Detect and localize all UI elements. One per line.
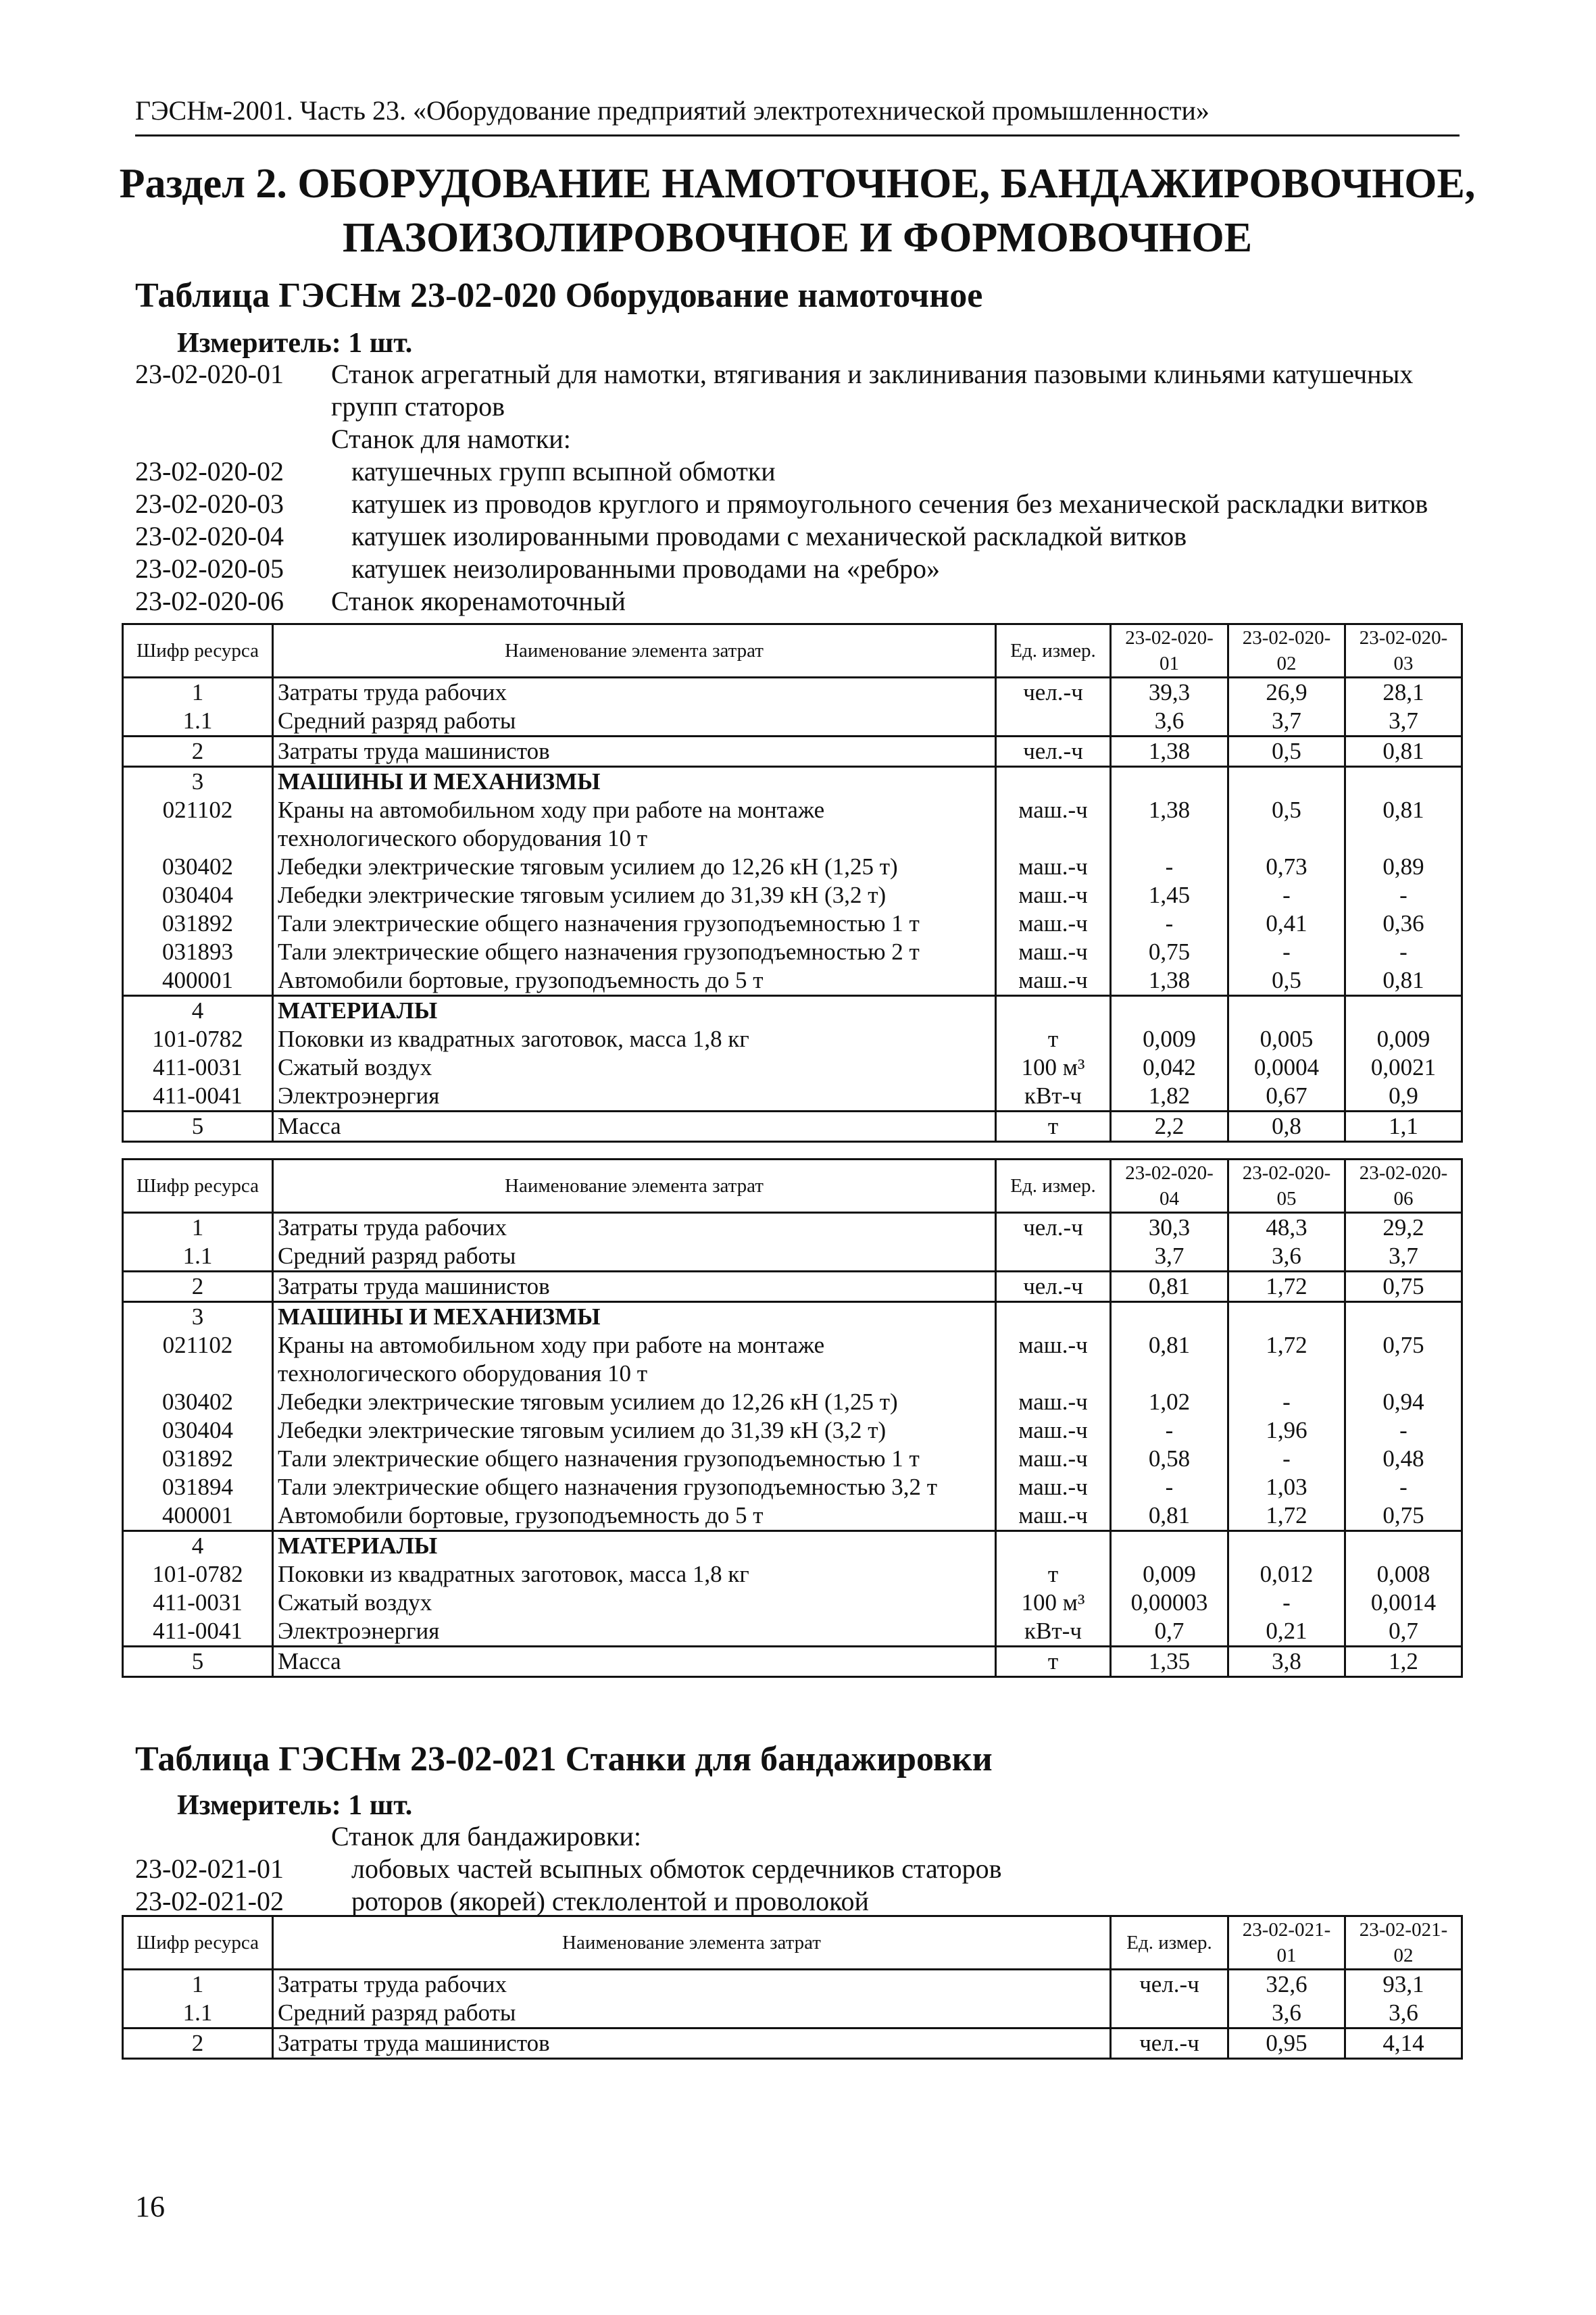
value-cell: 2,2 [1111, 1112, 1228, 1142]
value-cell [1345, 1531, 1462, 1561]
value-cell: 0,94 [1345, 1388, 1462, 1416]
table-row [123, 678, 1462, 707]
list-item [135, 358, 1487, 423]
value-cell: 0,73 [1228, 853, 1345, 881]
cost-element-name-cell: Поковки из квадратных заготовок, масса 1,8 кг [273, 1025, 996, 1053]
cost-element-name-cell: Электроэнергия [273, 1082, 996, 1112]
item-code: 23-02-020-02 [135, 456, 284, 487]
cost-element-name-cell: Тали электрические общего назначения грузоподъемностью 3,2 т [273, 1473, 996, 1501]
unit-cell [996, 1302, 1111, 1332]
unit-cell: 100 м³ [996, 1589, 1111, 1617]
value-cell: 1,72 [1228, 1272, 1345, 1302]
value-cell [1111, 767, 1228, 797]
unit-cell: маш.-ч [996, 1501, 1111, 1531]
table2-measure: Измеритель: 1 шт. [177, 1790, 413, 1821]
table-header-row [123, 1160, 1462, 1213]
list-item [135, 423, 1487, 455]
value-cell: 0,75 [1345, 1501, 1462, 1531]
value-cell [1228, 1302, 1345, 1332]
value-cell: 3,7 [1111, 1242, 1228, 1272]
unit-cell: маш.-ч [996, 1388, 1111, 1416]
value-cell [1111, 1302, 1228, 1332]
section-title: Раздел 2. ОБОРУДОВАНИЕ НАМОТОЧНОЕ, БАНДАЖИРОВОЧНОЕ, ПАЗОИЗОЛИРОВОЧНОЕ И ФОРМОВОЧНОЕ [119, 161, 1476, 261]
value-cell: 0,36 [1345, 910, 1462, 938]
resource-code-cell: 1.1 [123, 1999, 273, 2028]
unit-cell [1111, 1999, 1228, 2028]
value-cell [1111, 1531, 1228, 1561]
value-cell: 0,58 [1111, 1445, 1228, 1473]
table-row [123, 1589, 1462, 1617]
list-item [135, 1885, 1487, 1918]
cost-element-name-cell: Лебедки электрические тяговым усилием до 31,39 кН (3,2 т) [273, 881, 996, 910]
item-code [135, 1820, 331, 1853]
item-code [135, 423, 331, 455]
value-cell: 1,72 [1228, 1501, 1345, 1531]
value-cell: 0,008 [1345, 1560, 1462, 1589]
cost-element-name-cell: Лебедки электрические тяговым усилием до 31,39 кН (3,2 т) [273, 1416, 996, 1445]
value-cell: 1,2 [1345, 1647, 1462, 1677]
header-code: Шифр ресурса [123, 1916, 273, 1970]
table-row [123, 767, 1462, 797]
value-cell: 3,6 [1111, 707, 1228, 737]
header-code: Шифр ресурса [123, 1160, 273, 1213]
item-text: лобовых частей всыпных обмоток сердечников статоров [351, 1853, 1002, 1884]
value-cell: 3,7 [1345, 707, 1462, 737]
cost-element-name-cell: Лебедки электрические тяговым усилием до 12,26 кН (1,25 т) [273, 1388, 996, 1416]
item-text: катушечных групп всыпной обмотки [351, 456, 776, 487]
table-row [123, 1272, 1462, 1302]
resource-code-cell: 400001 [123, 1501, 273, 1531]
value-cell: 0,00003 [1111, 1589, 1228, 1617]
value-cell: 1,38 [1111, 737, 1228, 767]
resource-code-cell: 411-0031 [123, 1589, 273, 1617]
cost-element-name-cell: Затраты труда рабочих [273, 1213, 996, 1243]
cost-element-name-cell: Масса [273, 1112, 996, 1142]
value-cell: 28,1 [1345, 678, 1462, 707]
unit-cell: маш.-ч [996, 966, 1111, 996]
value-cell: - [1228, 1388, 1345, 1416]
list-item [135, 455, 1487, 488]
unit-cell: кВт-ч [996, 1617, 1111, 1647]
resource-code-cell: 3 [123, 1302, 273, 1332]
header-name: Наименование элемента затрат [273, 1160, 996, 1213]
value-cell: - [1345, 938, 1462, 966]
table2-title: Таблица ГЭСНм 23-02-021 Станки для бандажировки [135, 1740, 993, 1778]
cost-element-name-cell: Затраты труда машинистов [273, 2028, 1111, 2059]
value-cell [1345, 996, 1462, 1026]
cost-element-name-cell: МАШИНЫ И МЕХАНИЗМЫ [273, 1302, 996, 1332]
table-row [123, 1025, 1462, 1053]
header-code: Шифр ресурса [123, 624, 273, 678]
value-cell: 0,5 [1228, 737, 1345, 767]
cost-element-name-cell: Тали электрические общего назначения грузоподъемностью 1 т [273, 1445, 996, 1473]
value-cell: - [1111, 853, 1228, 881]
value-cell: 0,21 [1228, 1617, 1345, 1647]
unit-cell [996, 767, 1111, 797]
value-cell: 29,2 [1345, 1213, 1462, 1243]
value-cell: - [1228, 1445, 1345, 1473]
resource-code-cell: 030404 [123, 1416, 273, 1445]
table-row [123, 1647, 1462, 1677]
header-unit: Ед. измер. [996, 624, 1111, 678]
cost-element-name-cell: МАШИНЫ И МЕХАНИЗМЫ [273, 767, 996, 797]
unit-cell: маш.-ч [996, 1331, 1111, 1388]
unit-cell [996, 1242, 1111, 1272]
resource-code-cell: 1 [123, 1213, 273, 1243]
resource-code-cell: 1.1 [123, 707, 273, 737]
header-name: Наименование элемента затрат [273, 624, 996, 678]
value-cell: 0,81 [1345, 737, 1462, 767]
table-header-row [123, 1916, 1462, 1970]
table-row [123, 1617, 1462, 1647]
item-text: роторов (якорей) стеклолентой и проволокой [351, 1886, 869, 1916]
value-cell: 1,35 [1111, 1647, 1228, 1677]
unit-cell [996, 707, 1111, 737]
value-cell: - [1345, 1416, 1462, 1445]
value-cell: 0,009 [1345, 1025, 1462, 1053]
table-row [123, 1302, 1462, 1332]
header-col: 23-02-020-03 [1345, 624, 1462, 678]
item-code: 23-02-021-02 [135, 1886, 284, 1916]
value-cell [1345, 767, 1462, 797]
table-row [123, 2028, 1462, 2059]
value-cell: 0,0014 [1345, 1589, 1462, 1617]
value-cell: 1,96 [1228, 1416, 1345, 1445]
item-code: 23-02-020-03 [135, 489, 284, 519]
table-row [123, 1388, 1462, 1416]
value-cell [1228, 996, 1345, 1026]
header-col: 23-02-020-02 [1228, 624, 1345, 678]
page-number: 16 [135, 2190, 165, 2223]
resource-code-cell: 411-0041 [123, 1617, 273, 1647]
value-cell: 1,45 [1111, 881, 1228, 910]
resource-code-cell: 4 [123, 996, 273, 1026]
resource-code-cell: 5 [123, 1112, 273, 1142]
resource-code-cell: 101-0782 [123, 1560, 273, 1589]
value-cell: 0,7 [1111, 1617, 1228, 1647]
value-cell: 0,9 [1345, 1082, 1462, 1112]
value-cell: 48,3 [1228, 1213, 1345, 1243]
value-cell: - [1228, 881, 1345, 910]
table-row [123, 1331, 1462, 1388]
header-col: 23-02-021-02 [1345, 1916, 1462, 1970]
cost-element-name-cell: Затраты труда машинистов [273, 1272, 996, 1302]
value-cell: 0,41 [1228, 910, 1345, 938]
cost-element-name-cell: МАТЕРИАЛЫ [273, 996, 996, 1026]
cost-element-name-cell: Автомобили бортовые, грузоподъемность до 5 т [273, 966, 996, 996]
resource-code-cell: 400001 [123, 966, 273, 996]
value-cell: 93,1 [1345, 1970, 1462, 1999]
unit-cell: маш.-ч [996, 910, 1111, 938]
value-cell: 3,7 [1345, 1242, 1462, 1272]
value-cell [1228, 767, 1345, 797]
value-cell [1111, 996, 1228, 1026]
value-cell: 1,02 [1111, 1388, 1228, 1416]
cost-element-name-cell: Тали электрические общего назначения грузоподъемностью 2 т [273, 938, 996, 966]
unit-cell: маш.-ч [996, 1416, 1111, 1445]
running-head: ГЭСНм-2001. Часть 23. «Оборудование предприятий электротехнической промышленности» [135, 95, 1460, 136]
value-cell: 3,7 [1228, 707, 1345, 737]
cost-table-021 [122, 1915, 1463, 2060]
value-cell: 1,38 [1111, 966, 1228, 996]
value-cell: 1,72 [1228, 1331, 1345, 1388]
unit-cell: кВт-ч [996, 1082, 1111, 1112]
value-cell: - [1111, 910, 1228, 938]
unit-cell: т [996, 1112, 1111, 1142]
value-cell: 0,009 [1111, 1560, 1228, 1589]
table-row [123, 1082, 1462, 1112]
value-cell: 0,8 [1228, 1112, 1345, 1142]
header-col: 23-02-020-04 [1111, 1160, 1228, 1213]
table-row [123, 1112, 1462, 1142]
table1-item-list [135, 358, 1487, 618]
table-row [123, 1445, 1462, 1473]
resource-code-cell: 021102 [123, 796, 273, 853]
table-row [123, 881, 1462, 910]
unit-cell [996, 996, 1111, 1026]
table-row [123, 1053, 1462, 1082]
value-cell: 0,75 [1345, 1331, 1462, 1388]
resource-code-cell: 101-0782 [123, 1025, 273, 1053]
resource-code-cell: 030402 [123, 853, 273, 881]
unit-cell: чел.-ч [996, 1213, 1111, 1243]
value-cell: 0,81 [1345, 796, 1462, 853]
list-item [135, 585, 1487, 618]
value-cell: 1,03 [1228, 1473, 1345, 1501]
value-cell: 3,6 [1345, 1999, 1462, 2028]
unit-cell: чел.-ч [996, 737, 1111, 767]
value-cell: 0,48 [1345, 1445, 1462, 1473]
list-item [135, 553, 1487, 585]
cost-element-name-cell: Лебедки электрические тяговым усилием до 12,26 кН (1,25 т) [273, 853, 996, 881]
resource-code-cell: 031892 [123, 1445, 273, 1473]
resource-code-cell: 411-0031 [123, 1053, 273, 1082]
table-row [123, 996, 1462, 1026]
value-cell: 39,3 [1111, 678, 1228, 707]
resource-code-cell: 1 [123, 678, 273, 707]
value-cell: 3,6 [1228, 1242, 1345, 1272]
resource-code-cell: 2 [123, 1272, 273, 1302]
cost-element-name-cell: Средний разряд работы [273, 707, 996, 737]
resource-code-cell: 3 [123, 767, 273, 797]
value-cell: 0,7 [1345, 1617, 1462, 1647]
value-cell: - [1111, 1473, 1228, 1501]
value-cell: - [1228, 938, 1345, 966]
cost-element-name-cell: Затраты труда рабочих [273, 678, 996, 707]
resource-code-cell: 030402 [123, 1388, 273, 1416]
table-row [123, 853, 1462, 881]
item-code: 23-02-020-05 [135, 553, 284, 584]
header-unit: Ед. измер. [996, 1160, 1111, 1213]
unit-cell: маш.-ч [996, 1445, 1111, 1473]
value-cell: 26,9 [1228, 678, 1345, 707]
value-cell: 30,3 [1111, 1213, 1228, 1243]
value-cell: 3,6 [1228, 1999, 1345, 2028]
unit-cell: т [996, 1647, 1111, 1677]
item-text: Станок для намотки: [331, 424, 571, 454]
header-name: Наименование элемента затрат [273, 1916, 1111, 1970]
value-cell: 0,012 [1228, 1560, 1345, 1589]
value-cell: 0,81 [1111, 1272, 1228, 1302]
value-cell: 0,81 [1111, 1501, 1228, 1531]
unit-cell: т [996, 1025, 1111, 1053]
value-cell: 0,5 [1228, 966, 1345, 996]
cost-element-name-cell: Затраты труда машинистов [273, 737, 996, 767]
unit-cell: маш.-ч [996, 796, 1111, 853]
unit-cell: чел.-ч [1111, 2028, 1228, 2059]
cost-element-name-cell: Краны на автомобильном ходу при работе на монтаже технологического оборудования 10 т [273, 796, 996, 853]
value-cell: 1,1 [1345, 1112, 1462, 1142]
table1-title: Таблица ГЭСНм 23-02-020 Оборудование намоточное [135, 276, 983, 315]
value-cell: 3,8 [1228, 1647, 1345, 1677]
value-cell: 0,009 [1111, 1025, 1228, 1053]
resource-code-cell: 1.1 [123, 1242, 273, 1272]
table-row [123, 1242, 1462, 1272]
cost-element-name-cell: МАТЕРИАЛЫ [273, 1531, 996, 1561]
unit-cell [996, 1531, 1111, 1561]
table-row [123, 1416, 1462, 1445]
table-row [123, 707, 1462, 737]
value-cell: 0,95 [1228, 2028, 1345, 2059]
value-cell: 1,38 [1111, 796, 1228, 853]
value-cell: - [1345, 881, 1462, 910]
table-row [123, 1473, 1462, 1501]
header-col: 23-02-020-05 [1228, 1160, 1345, 1213]
unit-cell: чел.-ч [1111, 1970, 1228, 1999]
cost-element-name-cell: Сжатый воздух [273, 1053, 996, 1082]
item-code: 23-02-021-01 [135, 1853, 284, 1884]
value-cell: 0,81 [1111, 1331, 1228, 1388]
table-row [123, 1501, 1462, 1531]
list-item [135, 1820, 1487, 1853]
resource-code-cell: 031894 [123, 1473, 273, 1501]
value-cell: 0,75 [1345, 1272, 1462, 1302]
cost-element-name-cell: Тали электрические общего назначения грузоподъемностью 1 т [273, 910, 996, 938]
value-cell: 0,042 [1111, 1053, 1228, 1082]
value-cell: 0,89 [1345, 853, 1462, 881]
item-text: Станок для бандажировки: [331, 1821, 641, 1851]
item-text: Станок якоренамоточный [331, 586, 626, 616]
value-cell: - [1345, 1473, 1462, 1501]
value-cell: 0,0004 [1228, 1053, 1345, 1082]
cost-element-name-cell: Поковки из квадратных заготовок, масса 1,8 кг [273, 1560, 996, 1589]
header-unit: Ед. измер. [1111, 1916, 1228, 1970]
unit-cell: маш.-ч [996, 853, 1111, 881]
resource-code-cell: 411-0041 [123, 1082, 273, 1112]
table-row [123, 1970, 1462, 1999]
cost-element-name-cell: Средний разряд работы [273, 1242, 996, 1272]
value-cell: - [1228, 1589, 1345, 1617]
cost-element-name-cell: Сжатый воздух [273, 1589, 996, 1617]
resource-code-cell: 021102 [123, 1331, 273, 1388]
resource-code-cell: 1 [123, 1970, 273, 1999]
table-row [123, 938, 1462, 966]
unit-cell: маш.-ч [996, 938, 1111, 966]
header-col: 23-02-020-06 [1345, 1160, 1462, 1213]
unit-cell: чел.-ч [996, 678, 1111, 707]
value-cell: 1,82 [1111, 1082, 1228, 1112]
list-item [135, 488, 1487, 520]
table-row [123, 1213, 1462, 1243]
cost-element-name-cell: Средний разряд работы [273, 1999, 1111, 2028]
table-header-row [123, 624, 1462, 678]
resource-code-cell: 030404 [123, 881, 273, 910]
value-cell: - [1111, 1416, 1228, 1445]
unit-cell: маш.-ч [996, 881, 1111, 910]
item-text: катушек неизолированными проводами на «ребро» [351, 553, 940, 584]
table-row [123, 796, 1462, 853]
value-cell: 0,5 [1228, 796, 1345, 853]
cost-element-name-cell: Электроэнергия [273, 1617, 996, 1647]
value-cell: 0,81 [1345, 966, 1462, 996]
table-row [123, 1999, 1462, 2028]
unit-cell: т [996, 1560, 1111, 1589]
unit-cell: 100 м³ [996, 1053, 1111, 1082]
resource-code-cell: 2 [123, 737, 273, 767]
table-row [123, 910, 1462, 938]
cost-table-020-part2 [122, 1158, 1463, 1678]
list-item [135, 520, 1487, 553]
unit-cell: маш.-ч [996, 1473, 1111, 1501]
cost-element-name-cell: Масса [273, 1647, 996, 1677]
resource-code-cell: 2 [123, 2028, 273, 2059]
cost-element-name-cell: Автомобили бортовые, грузоподъемность до 5 т [273, 1501, 996, 1531]
value-cell: 4,14 [1345, 2028, 1462, 2059]
cost-element-name-cell: Краны на автомобильном ходу при работе на монтаже технологического оборудования 10 т [273, 1331, 996, 1388]
cost-element-name-cell: Затраты труда рабочих [273, 1970, 1111, 1999]
table-row [123, 1531, 1462, 1561]
item-code: 23-02-020-06 [135, 586, 284, 616]
unit-cell: чел.-ч [996, 1272, 1111, 1302]
table-row [123, 1560, 1462, 1589]
item-text: катушек из проводов круглого и прямоугольного сечения без механической раскладки витков [351, 489, 1428, 519]
value-cell: 0,75 [1111, 938, 1228, 966]
value-cell: 0,0021 [1345, 1053, 1462, 1082]
resource-code-cell: 031893 [123, 938, 273, 966]
item-code: 23-02-020-04 [135, 521, 284, 551]
cost-table-020-part1 [122, 623, 1463, 1143]
list-item [135, 1853, 1487, 1885]
table-row [123, 966, 1462, 996]
value-cell: 0,67 [1228, 1082, 1345, 1112]
item-text: Станок агрегатный для намотки, втягивания и заклинивания пазовыми клиньями катушечных групп статоров [331, 359, 1414, 422]
value-cell: 0,005 [1228, 1025, 1345, 1053]
resource-code-cell: 5 [123, 1647, 273, 1677]
resource-code-cell: 031892 [123, 910, 273, 938]
header-col: 23-02-021-01 [1228, 1916, 1345, 1970]
table-row [123, 737, 1462, 767]
header-col: 23-02-020-01 [1111, 624, 1228, 678]
resource-code-cell: 4 [123, 1531, 273, 1561]
value-cell [1345, 1302, 1462, 1332]
table2-item-list [135, 1820, 1487, 1918]
item-text: катушек изолированными проводами с механической раскладкой витков [351, 521, 1187, 551]
value-cell: 32,6 [1228, 1970, 1345, 1999]
item-code: 23-02-020-01 [135, 359, 284, 389]
value-cell [1228, 1531, 1345, 1561]
table1-measure: Измеритель: 1 шт. [177, 328, 413, 359]
